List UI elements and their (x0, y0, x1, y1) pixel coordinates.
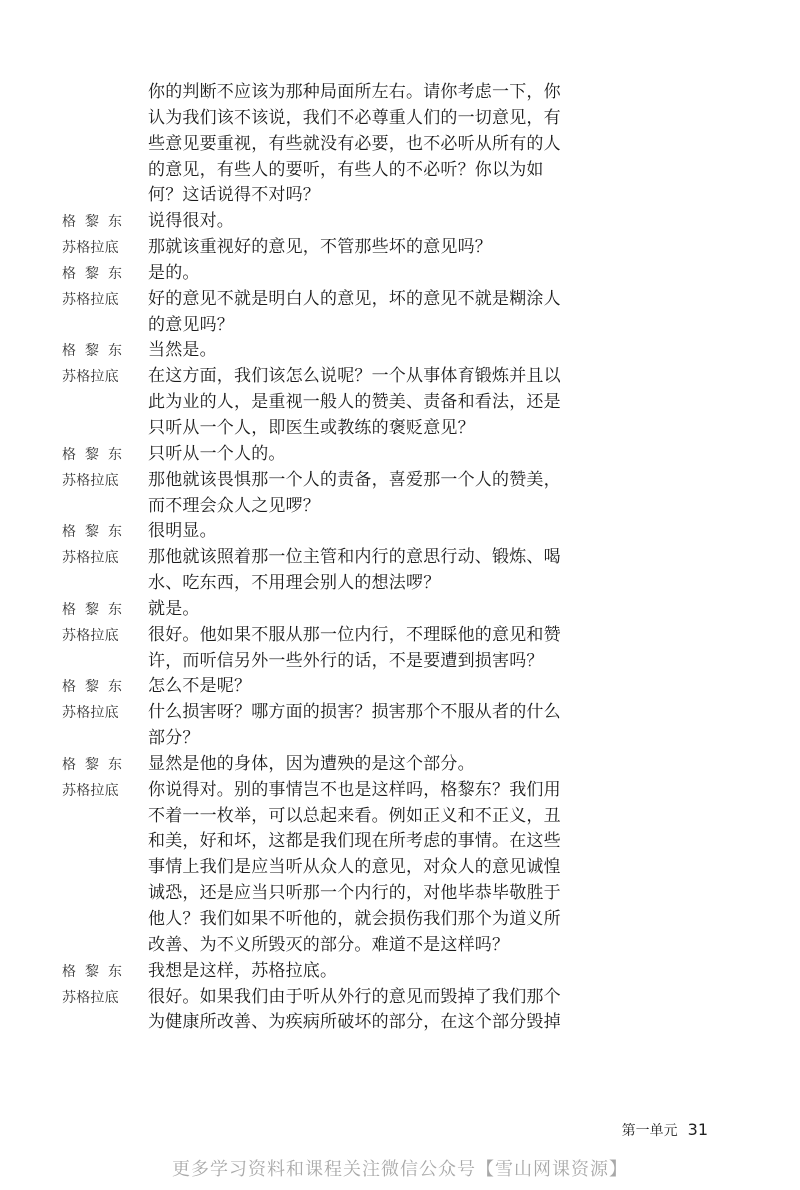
dialogue-line (62, 778, 562, 804)
dialogue-line (62, 235, 562, 261)
unit-label: 第一单元 (621, 1123, 678, 1139)
watermark-text: 更多学习资料和课程关注微信公众号【雪山网课资源】 (172, 1159, 628, 1180)
speaker-name: 苏格拉底 (62, 782, 119, 799)
dialogue-text-line: 认为我们该不该说，我们不必尊重人们的一切意见，有 (148, 107, 561, 128)
speaker-name: 苏格拉底 (62, 705, 119, 722)
dialogue-line (62, 726, 562, 752)
speaker-name: 苏格拉底 (62, 240, 119, 257)
dialogue-line (62, 752, 562, 778)
dialogue-text-line: 的意见，有些人的要听，有些人的不必听？你以为如 (148, 159, 544, 180)
dialogue-text-line: 很好。如果我们由于听从外行的意见而毁掉了我们那个 (148, 986, 561, 1007)
dialogue-text-line: 的意见吗？ (148, 314, 234, 335)
speaker-name: 苏格拉底 (62, 369, 119, 386)
dialogue-text-line: 显然是他的身体，因为遭殃的是这个部分。 (148, 753, 475, 774)
dialogue-text-line: 诚恐，还是应当只听那一个内行的，对他毕恭毕敬胜于 (148, 883, 561, 904)
dialogue-line (62, 597, 562, 623)
dialogue-text-line: 那他就该畏惧那一个人的责备，喜爱那一个人的赞美， (148, 469, 561, 490)
dialogue-line (62, 106, 562, 132)
dialogue-text-line: 就是。 (148, 598, 200, 619)
dialogue-line (62, 390, 562, 416)
speaker-name: 苏格拉底 (62, 550, 119, 567)
speaker-name: 格黎东 (62, 265, 131, 282)
dialogue-text-line: 水、吃东西，不用理会别人的想法啰？ (148, 573, 441, 594)
dialogue-line (62, 287, 562, 313)
dialogue-text-line: 此为业的人，是重视一般人的赞美、责备和看法，还是 (148, 392, 561, 413)
dialogue-text-line: 我想是这样，苏格拉底。 (148, 960, 338, 981)
dialogue-line (62, 881, 562, 907)
dialogue-line (62, 209, 562, 235)
dialogue-text-line: 许，而听信另外一些外行的话，不是要遭到损害吗？ (148, 650, 544, 671)
dialogue-line (62, 1010, 562, 1036)
speaker-name: 格黎东 (62, 963, 131, 980)
dialogue-text-line: 为健康所改善、为疾病所破坏的部分，在这个部分毁掉 (148, 1012, 561, 1033)
dialogue-text-line: 只听从一个人，即医生或教练的褒贬意见？ (148, 417, 475, 438)
speaker-name: 格黎东 (62, 446, 131, 463)
dialogue-line (62, 494, 562, 520)
page-footer (622, 1120, 708, 1140)
speaker-name: 苏格拉底 (62, 989, 119, 1006)
speaker-name: 格黎东 (62, 601, 131, 618)
dialogue-text-line: 当然是。 (148, 340, 217, 361)
dialogue-text-line: 和美，好和坏，这都是我们现在所考虑的事情。在这些 (148, 831, 561, 852)
dialogue-text-line: 你说得对。别的事情岂不也是这样吗，格黎东？我们用 (148, 779, 561, 800)
dialogue-text-line: 很好。他如果不服从那一位内行，不理睬他的意见和赞 (148, 624, 561, 645)
dialogue-text-line: 而不理会众人之见啰？ (148, 495, 320, 516)
dialogue-text-line: 怎么不是呢？ (148, 676, 252, 697)
dialogue-line (62, 855, 562, 881)
speaker-name: 苏格拉底 (62, 291, 119, 308)
dialogue-line (62, 700, 562, 726)
page-number: 31 (687, 1120, 708, 1139)
dialogue-line (62, 183, 562, 209)
dialogue-line (62, 313, 562, 339)
dialogue-line (62, 416, 562, 442)
dialogue-line (62, 985, 562, 1011)
dialogue-line (62, 545, 562, 571)
dialogue-text-line: 很明显。 (148, 521, 217, 542)
dialogue-line (62, 468, 562, 494)
speaker-name: 格黎东 (62, 214, 131, 231)
dialogue-text-line: 说得很对。 (148, 211, 234, 232)
dialogue-text-line: 你的判断不应该为那种局面所左右。请你考虑一下，你 (148, 82, 561, 102)
dialogue-text-line: 那就该重视好的意见，不管那些坏的意见吗？ (148, 237, 492, 258)
dialogue-line (62, 80, 562, 106)
dialogue-text-line: 什么损害呀？哪方面的损害？损害那个不服从者的什么 (148, 702, 561, 723)
dialogue-text-line: 部分？ (148, 728, 200, 749)
dialogue-text-line: 事情上我们是应当听从众人的意见，对众人的意见诚惶 (148, 857, 561, 878)
dialogue-text-line: 在这方面，我们该怎么说呢？一个从事体育锻炼并且以 (148, 366, 561, 387)
speaker-name: 格黎东 (62, 756, 131, 773)
dialogue-line (62, 442, 562, 468)
dialogue-line (62, 364, 562, 390)
dialogue-line (62, 674, 562, 700)
dialogue-line (62, 158, 562, 184)
dialogue-line (62, 623, 562, 649)
dialogue-text-line: 好的意见不就是明白人的意见，坏的意见不就是糊涂人 (148, 288, 561, 309)
dialogue-line (62, 959, 562, 985)
dialogue-line (62, 132, 562, 158)
dialogue-line (62, 261, 562, 287)
dialogue-line (62, 571, 562, 597)
dialogue-line (62, 933, 562, 959)
dialogue-text (62, 80, 562, 1036)
dialogue-line (62, 649, 562, 675)
dialogue-text-line: 是的。 (148, 262, 200, 283)
dialogue-line (62, 338, 562, 364)
dialogue-text-line: 只听从一个人的。 (148, 443, 286, 464)
speaker-name: 格黎东 (62, 679, 131, 696)
dialogue-text-line: 不着一一枚举，可以总起来看。例如正义和不正义，丑 (148, 805, 561, 826)
dialogue-text-line: 些意见要重视，有些就没有必要，也不必听从所有的人 (148, 133, 561, 154)
dialogue-line (62, 907, 562, 933)
dialogue-line (62, 519, 562, 545)
dialogue-text-line: 那他就该照着那一位主管和内行的意思行动、锻炼、喝 (148, 547, 561, 568)
speaker-name: 苏格拉底 (62, 627, 119, 644)
speaker-name: 苏格拉底 (62, 472, 119, 489)
speaker-name: 格黎东 (62, 343, 131, 360)
dialogue-text-line: 改善、为不义所毁灭的部分。难道不是这样吗？ (148, 934, 510, 955)
dialogue-text-line: 何？这话说得不对吗？ (148, 185, 320, 206)
dialogue-line (62, 804, 562, 830)
dialogue-text-line: 他人？我们如果不听他的，就会损伤我们那个为道义所 (148, 909, 561, 929)
speaker-name: 格黎东 (62, 524, 131, 541)
dialogue-line (62, 829, 562, 855)
